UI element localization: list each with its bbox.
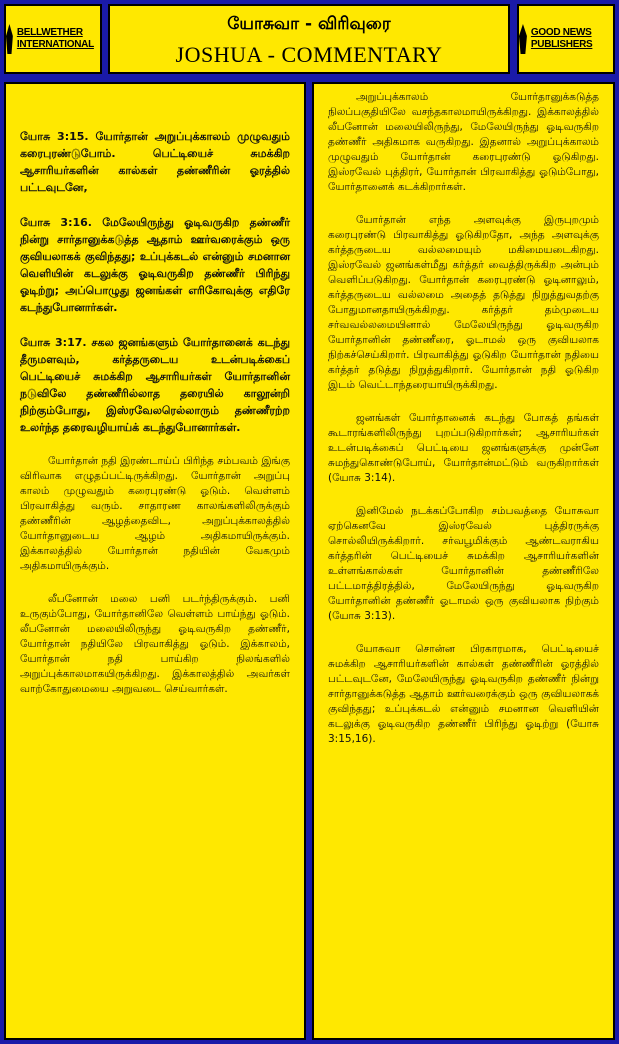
commentary-paragraph: லீபனோன் மலை பனி படர்ந்திருக்கும். பனி உருகும்போது, யோர்தானிலே வெள்ளம் பாய்ந்து ஓடும். லீபனோன் மலையிலிருந்து ஓடிவருகிற தண்ணீர், யோர்தான் நதியிலே பிரவாகித்து ஓடும். இக்காலம், யோர்தான் நதி பாய்கிற நிலங்களில் அறுப்புக்காலமாகயிருக்கிறது. இக்காலத்தில் அவர்கள் வாற்கோதுமையை அறுவடை செய்வார்கள்.	[20, 593, 290, 695]
page-header	[0, 0, 619, 78]
left-column	[4, 82, 306, 1040]
good-news-icon	[519, 24, 527, 54]
commentary-paragraph: யோர்தான் நதி இரண்டாய்ப் பிரிந்த சம்பவம் இங்கு விரிவாக எழுதப்பட்டிருக்கிறது. யோர்தான் அறுப்பு காலம் முழுவதும் கரைபுரண்டு ஓடும். வெள்ளம் பிரவாகித்து வரும். சாதாரண காலங்களிலிருக்கும் தண்ணீரின் ஆழத்தைவிட, அறுப்புக்காலத்தில் யோர்தானுடைய ஆழம் அதிகமாயிருக்கும். இக்காலத்தில் யோர்தான் நதியின் வேகமும் அதிகமாயிருக்கும்.	[20, 455, 290, 572]
bellwether-logo	[4, 4, 102, 74]
right-column	[312, 82, 615, 1040]
title-box	[108, 4, 510, 74]
title-tamil: யோசுவா - விரிவுரை	[227, 14, 391, 34]
commentary-paragraph: அறுப்புக்காலம் யோர்தானுக்கடுத்த நிலப்பகுதியிலே வசந்தகாலமாயிருக்கிறது. இக்காலத்தில் லீபனோன் மலையிலிருந்து, மேலேயிருந்து ஓடிவருகிற தண்ணீர் அதிகமாக வருகிறது. இதனால் அறுப்புக்காலம் முழுவதும் யோர்தான் கரைபுரண்டு ஓடுகிறது. இஸ்ரவேல் புத்திரர், யோர்தான் பிரவாகித்து ஓடும்போது, யோர்தானைக் கடக்கிறார்கள்.	[328, 91, 599, 193]
verse-3-15: யோசு 3:15. யோர்தான் அறுப்புக்காலம் முழுவதும் கரைபுரண்டுபோம். பெட்டியைச் சுமக்கிற ஆசாரியர்களின் கால்கள் தண்ணீரின் ஓரத்தில் பட்டவுடனே,	[20, 130, 290, 194]
commentary-paragraph: யோர்தான் எந்த அளவுக்கு இருபுறமும் கரைபுரண்டு பிரவாகித்து ஓடுகிறதோ, அந்த அளவுக்கு கர்த்தருடைய வல்லமையும் மகிமையடைகிறது. இஸ்ரவேல் ஜனங்கள்மீது கர்த்தர் வைத்திருக்கிற அன்பும் வெளிப்படுகிறது. யோர்தான் கரைபுரண்டு ஓடினாலும், கர்த்தருடைய வல்லமை அதைத் தடுத்து நிறுத்துவதற்கு போதுமானதாயிருக்கிறது. கர்த்தர் தம்முடைய சர்வவல்லமையினால் மேலேயிருந்து ஓடிவருகிற யோர்தானின் தண்ணீரை, ஓடாமல் ஒரு குவியலாக நிற்கச்செய்கிறார். பிரவாகித்து ஓடுகிற யோர்தான் நதியை கர்த்தர் தடுத்து நிறுத்துகிறார். யோர்தான் நதி ஓடுகிற இடம் வெட்டாந்தரையாயிருக்கிறது.	[328, 214, 599, 391]
bellwether-logo-text: BELLWETHER INTERNATIONAL	[16, 27, 94, 50]
verse-3-16: யோசு 3:16. மேலேயிருந்து ஓடிவருகிற தண்ணீர் நின்று சார்தானுக்கடுத்த ஆதாம் ஊர்வரைக்கும் ஒரு குவியலாகக் குவிந்தது; உப்புக்கடல் என்னும் சமனான வெளியின் கடலுக்கு ஓடிவருகிற தண்ணீர் பிரிந்து ஓடிற்று; அப்பொழுது ஜனங்கள் எரிகோவுக்கு எதிரே கடந்துபோனார்கள்.	[20, 216, 290, 314]
bellwether-icon	[6, 24, 13, 54]
good-news-logo	[517, 4, 615, 74]
commentary-paragraph: யோசுவா சொன்ன பிரகாரமாக, பெட்டியைச் சுமக்கிற ஆசாரியர்களின் கால்கள் தண்ணீரின் ஓரத்தில் பட்டவுடனே, மேலேயிருந்து ஓடிவருகிற தண்ணீர் நின்று சார்தானுக்கடுத்த ஆதாம் ஊர்வரைக்கும் ஒரு குவியலாகக் குவிந்தது; உப்புக்கடல் என்னும் சமனான வெளியின் கடலுக்கு ஓடிவருகிற தண்ணீர் பிரிந்து ஓடிற்று (யோசு 3:15,16).	[328, 643, 599, 745]
good-news-logo-text: GOOD NEWS PUBLISHERS	[530, 27, 593, 50]
commentary-paragraph: இனிமேல் நடக்கப்போகிற சம்பவத்தை யோசுவா ஏற்கெனவே இஸ்ரவேல் புத்திரருக்கு சொல்லியிருக்கிறார். சர்வபூமிக்கும் ஆண்டவராகிய கர்த்தரின் பெட்டியைச் சுமக்கிற ஆசாரியர்களின் உள்ளங்கால்கள் யோர்தானின் தண்ணீரிலே பட்டமாத்திரத்தில், மேலேயிருந்து ஓடிவருகிற யோர்தானின் தண்ணீர் ஓடாமல் ஒரு குவியலாக நிற்கும் (யோசு 3:13).	[328, 505, 599, 622]
commentary-paragraph: ஜனங்கள் யோர்தானைக் கடந்து போகத் தங்கள் கூடாரங்களிலிருந்து புறப்படுகிறார்கள்; ஆசாரியர்கள் உடன்படிக்கைப் பெட்டியை ஜனங்களுக்கு முன்னே சுமந்துகொண்டுபோய், யோர்தான்மட்டும் வருகிறார்கள் (யோசு 3:14).	[328, 412, 599, 484]
verse-3-17: யோசு 3:17. சகல ஜனங்களும் யோர்தானைக் கடந்து தீருமளவும், கர்த்தருடைய உடன்படிக்கைப் பெட்டியைச் சுமக்கிற ஆசாரியர்கள் யோர்தானின் நடுவிலே தண்ணீரில்லாத தரையில் காலூன்றி நிற்கும்போது, இஸ்ரவேலரெல்லாரும் தண்ணீரற்ற உலர்ந்த தரைவழியாய்க் கடந்துபோனார்கள்.	[20, 336, 290, 434]
title-english: JOSHUA - COMMENTARY	[175, 42, 443, 67]
